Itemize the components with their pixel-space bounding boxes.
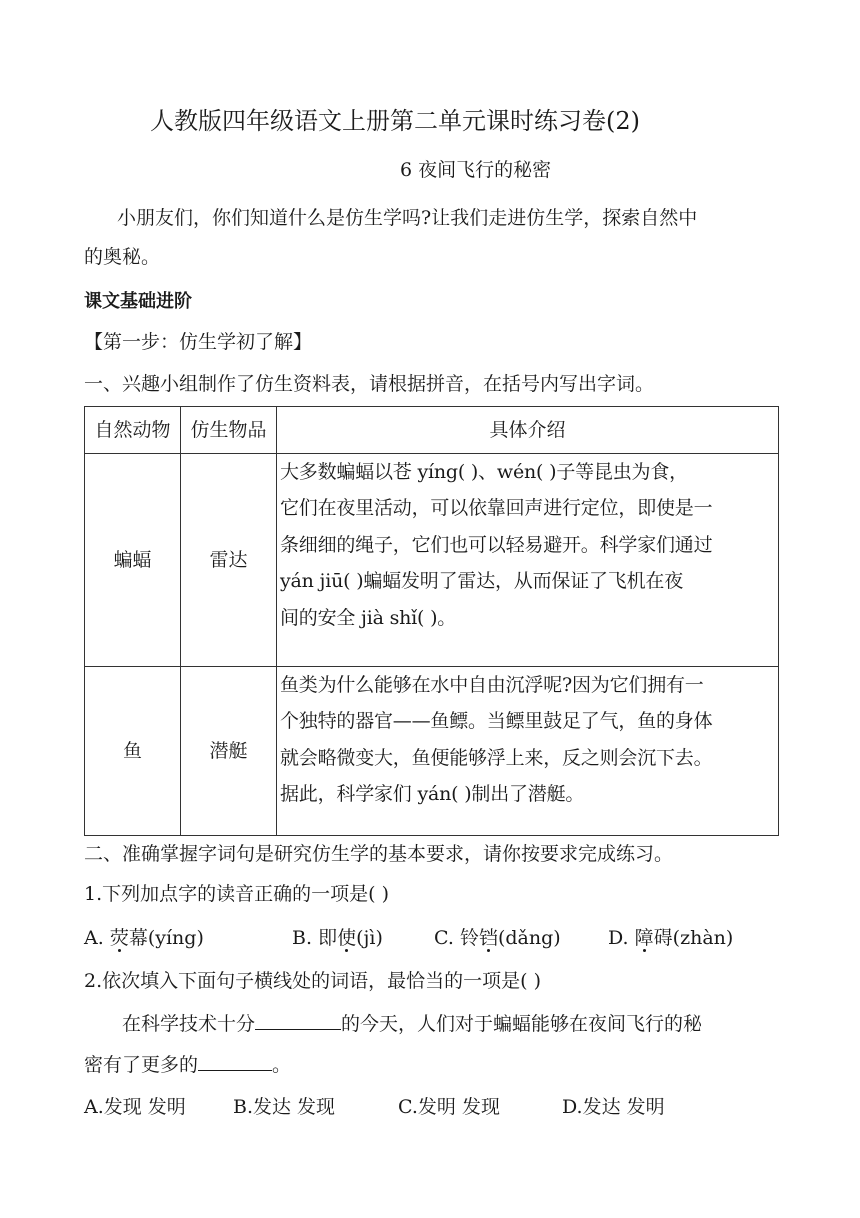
option-label: C.	[434, 927, 454, 949]
fill-sentence-line-2	[84, 1052, 291, 1078]
answer-blank[interactable]	[255, 1011, 341, 1030]
description-cell	[277, 667, 779, 836]
dotted-character: 铛	[478, 927, 498, 949]
sentence-text: 。	[272, 1054, 292, 1076]
animal-cell: 蝙蝠	[85, 454, 181, 667]
option-a	[84, 925, 204, 951]
option-a: A.发现 发明	[84, 1096, 186, 1118]
table-header-cell: 具体介绍	[277, 407, 779, 454]
description-line: 就会略微变大，鱼便能够浮上来，反之则会沉下去。	[280, 746, 713, 769]
step-title: 【第一步：仿生学初了解】	[84, 331, 313, 353]
table-row	[85, 667, 779, 836]
description-cell	[277, 454, 779, 667]
table-header-cell: 仿生物品	[181, 407, 277, 454]
option-d: D.发达 发明	[562, 1096, 665, 1118]
option-label: D.	[608, 927, 629, 949]
table-header-row	[85, 407, 779, 454]
option-c: C.发明 发现	[398, 1096, 500, 1118]
animal-cell: 鱼	[85, 667, 181, 836]
section-title: 课文基础进阶	[84, 291, 192, 312]
description-line: 鱼类为什么能够在水中自由沉浮呢?因为它们拥有一	[280, 674, 704, 696]
option-b	[292, 925, 383, 951]
sub-question-2: 2.依次填入下面句子横线处的词语，最恰当的一项是( )	[84, 970, 541, 992]
option-b: B.发达 发现	[233, 1096, 336, 1118]
item-cell: 雷达	[181, 454, 277, 667]
question-2-prompt: 二、准确掌握字词句是研究仿生学的基本要求，请你按要求完成练习。	[84, 843, 674, 865]
option-label: A.	[84, 927, 104, 949]
sub-question-1: 1.下列加点字的读音正确的一项是( )	[84, 883, 389, 905]
fill-sentence-line-1	[122, 1011, 702, 1037]
item-cell: 潜艇	[181, 667, 277, 836]
option-d	[608, 925, 733, 951]
dotted-character: 使	[337, 927, 357, 949]
dotted-character: 障	[634, 927, 654, 949]
question-1-prompt: 一、兴趣小组制作了仿生资料表，请根据拼音，在括号内写出字词。	[84, 373, 655, 395]
option-c	[434, 925, 561, 951]
option-text: 铃	[459, 927, 479, 949]
intro-line-2: 的奥秘。	[84, 246, 161, 268]
answer-blank[interactable]	[198, 1052, 272, 1071]
option-text: (jì)	[356, 927, 383, 949]
description-line: yán jiū( )蝙蝠发明了雷达，从而保证了飞机在夜	[280, 570, 684, 593]
lesson-title: 6 夜间飞行的秘密	[400, 159, 552, 181]
option-label: B.	[292, 927, 313, 949]
dotted-character: 荧	[109, 927, 129, 949]
description-line: 它们在夜里活动，可以依靠回声进行定位，即使是一	[280, 497, 713, 520]
table-header-cell: 自然动物	[85, 407, 181, 454]
table-row	[85, 454, 779, 667]
description-line: 条细细的绳子，它们也可以轻易避开。科学家们通过	[280, 533, 713, 556]
sentence-text: 的今天，人们对于蝙蝠能够在夜间飞行的秘	[341, 1013, 703, 1035]
page-title: 人教版四年级语文上册第二单元课时练习卷(2)	[150, 107, 640, 135]
description-line: 据此，科学家们 yán( )制出了潜艇。	[280, 783, 585, 806]
option-text: (dǎng)	[497, 927, 561, 949]
description-line: 间的安全 jià shǐ( )。	[280, 606, 457, 629]
description-line: 大多数蝙蝠以苍 yíng( )、wén( )子等昆虫为食，	[280, 461, 688, 483]
intro-line-1: 小朋友们，你们知道什么是仿生学吗?让我们走进仿生学，探索自然中	[117, 207, 698, 229]
option-text: 即	[318, 927, 338, 949]
sentence-text: 密有了更多的	[84, 1054, 199, 1076]
bionics-table	[84, 406, 779, 836]
description-line: 个独特的器官——鱼鳔。当鳔里鼓足了气，鱼的身体	[280, 710, 713, 733]
sentence-text: 在科学技术十分	[122, 1013, 256, 1035]
option-text: 碍(zhàn)	[653, 927, 734, 949]
option-text: 幕(yíng)	[128, 927, 204, 949]
